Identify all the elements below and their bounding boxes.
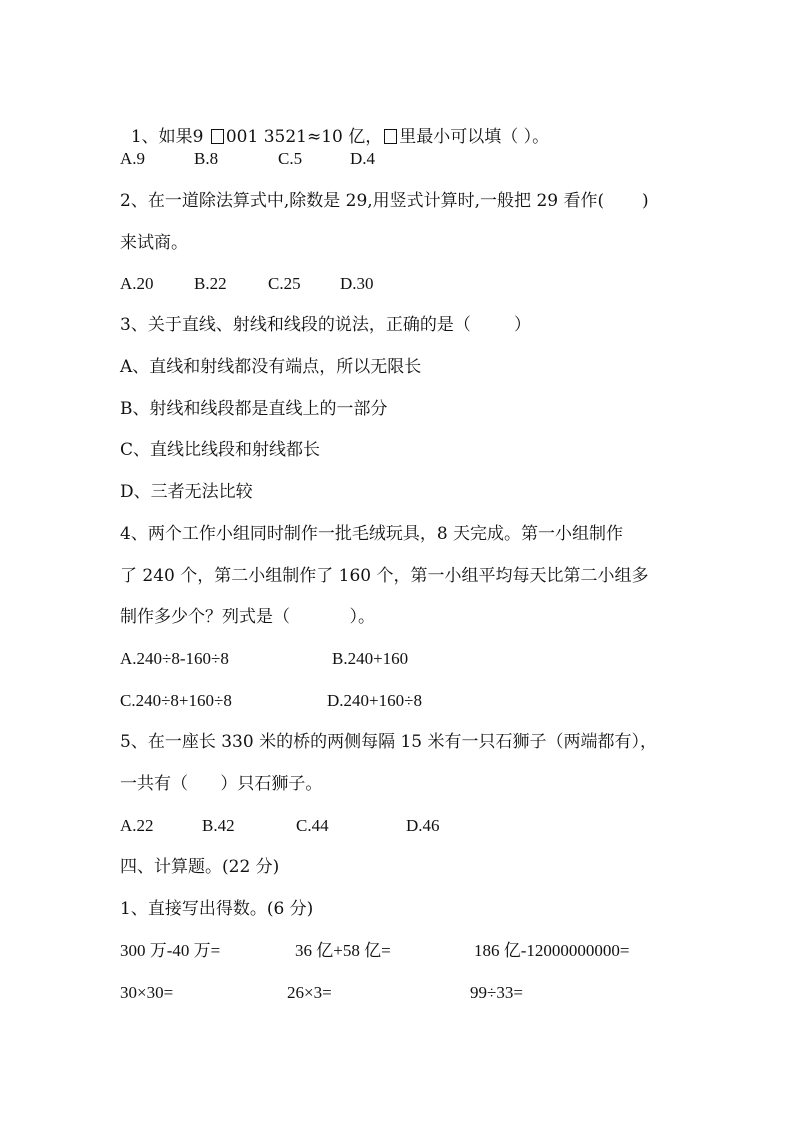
q5-option-a: A.22 xyxy=(120,816,154,835)
q3-option-c: C、直线比线段和射线都长 xyxy=(120,440,321,460)
question-1 xyxy=(120,107,549,147)
q4-option-a: A.240÷8-160÷8 xyxy=(120,649,229,668)
q1-option-d: D.4 xyxy=(350,149,376,168)
question-4-line-3: 制作多少个？列式是（ ）。 xyxy=(120,607,375,627)
blank-box xyxy=(384,129,397,144)
q3-option-a: A、直线和射线都没有端点，所以无限长 xyxy=(120,357,422,377)
question-2-line-1: 2、在一道除法算式中,除数是 29,用竖式计算时,一般把 29 看作( ) xyxy=(120,191,649,211)
q5-option-b: B.42 xyxy=(202,816,235,835)
q1-option-a: A.9 xyxy=(120,149,146,168)
calc-item: 99÷33= xyxy=(470,983,523,1002)
section-4-subtitle: 1、直接写出得数。(6 分) xyxy=(120,899,314,919)
question-5-line-2: 一共有（ ）只石狮子。 xyxy=(120,774,323,794)
calc-item: 186 亿-12000000000= xyxy=(474,941,630,960)
question-3-stem: 3、关于直线、射线和线段的说法，正确的是（ ） xyxy=(120,315,532,335)
calc-item: 36 亿+58 亿= xyxy=(295,941,391,960)
question-4-line-1: 4、两个工作小组同时制作一批毛绒玩具，8 天完成。第一小组制作 xyxy=(120,524,624,544)
q1-text-post: 里最小可以填（ ）。 xyxy=(399,127,550,147)
q1-text-mid: 001 3521≈10 亿， xyxy=(225,127,383,147)
calc-item: 300 万-40 万= xyxy=(120,941,221,960)
q2-option-a: A.20 xyxy=(120,274,154,293)
question-2-line-2: 来试商。 xyxy=(120,233,188,253)
q2-option-d: D.30 xyxy=(340,274,374,293)
calc-item: 26×3= xyxy=(287,983,332,1002)
q3-option-b: B、射线和线段都是直线上的一部分 xyxy=(120,399,388,419)
q1-text-pre: 1、如果9 xyxy=(130,127,209,147)
q5-option-d: D.46 xyxy=(406,816,440,835)
q2-option-c: C.25 xyxy=(268,274,301,293)
question-4-line-2: 了 240 个，第二小组制作了 160 个，第一小组平均每天比第二小组多 xyxy=(120,566,649,586)
blank-box xyxy=(211,129,224,144)
q4-option-c: C.240÷8+160÷8 xyxy=(120,691,232,710)
question-5-line-1: 5、在一座长 330 米的桥的两侧每隔 15 米有一只石狮子（两端都有）， xyxy=(120,732,658,752)
q1-option-c: C.5 xyxy=(278,149,303,168)
q4-option-d: D.240+160÷8 xyxy=(327,691,422,710)
section-4-title: 四、计算题。(22 分) xyxy=(120,857,280,877)
q2-option-b: B.22 xyxy=(194,274,227,293)
q4-option-b: B.240+160 xyxy=(332,649,409,668)
q3-option-d: D、三者无法比较 xyxy=(120,482,253,502)
q5-option-c: C.44 xyxy=(296,816,329,835)
q1-option-b: B.8 xyxy=(194,149,219,168)
calc-item: 30×30= xyxy=(120,983,174,1002)
